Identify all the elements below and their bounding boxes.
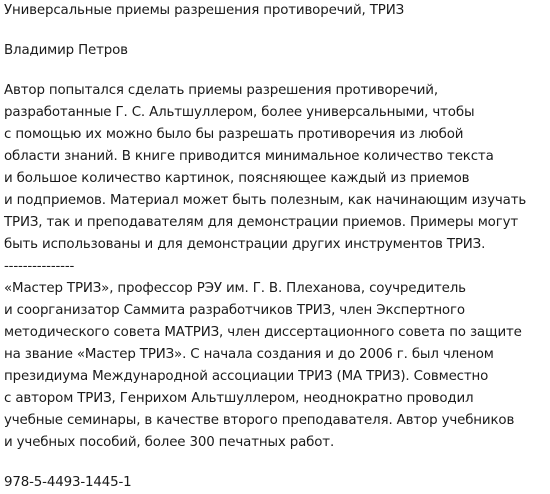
bio-line: «Мастер ТРИЗ», профессор РЭУ им. Г. В. Плеханова, соучредитель [4,281,466,296]
bio-line: и соорганизатор Саммита разработчиков ТРИЗ, член Экспертного [4,303,465,318]
bio-line: учебные семинары, в качестве второго преподавателя. Автор учебников [4,413,515,428]
bio-line: президиума Международной ассоциации ТРИЗ (МА ТРИЗ). Совместно [4,369,489,384]
book-description-document [4,0,548,494]
bio-line: на звание «Мастер ТРИЗ». С начала создания и до 2006 г. был членом [4,347,494,362]
author-bio [4,278,548,454]
separator: --------------- [4,259,75,274]
book-description [4,80,548,256]
description-line: и большое количество картинок, поясняющее каждый из приемов [4,171,470,186]
description-line: области знаний. В книге приводится минимальное количество текста [4,149,494,164]
description-line: ТРИЗ, так и преподавателям для демонстрации приемов. Примеры могут [4,215,519,230]
description-line: с помощью их можно было бы разрешать противоречия из любой [4,127,464,142]
description-line: разработанные Г. С. Альтшуллером, более универсальными, чтобы [4,105,475,120]
bio-line: с автором ТРИЗ, Генрихом Альтшуллером, неоднократно проводил [4,391,474,406]
description-line: Автор попытался сделать приемы разрешения противоречий, [4,83,438,98]
isbn: 978-5-4493-1445-1 [4,475,132,490]
description-line: быть использованы и для демонстрации других инструментов ТРИЗ. [4,237,486,252]
description-line: и подприемов. Материал может быть полезным, как начинающим изучать [4,193,527,208]
book-title: Универсальные приемы разрешения противоречий, ТРИЗ [4,3,404,18]
book-author: Владимир Петров [4,43,128,58]
bio-line: и учебных пособий, более 300 печатных работ. [4,435,335,450]
bio-line: методического совета МАТРИЗ, член диссертационного совета по защите [4,325,522,340]
